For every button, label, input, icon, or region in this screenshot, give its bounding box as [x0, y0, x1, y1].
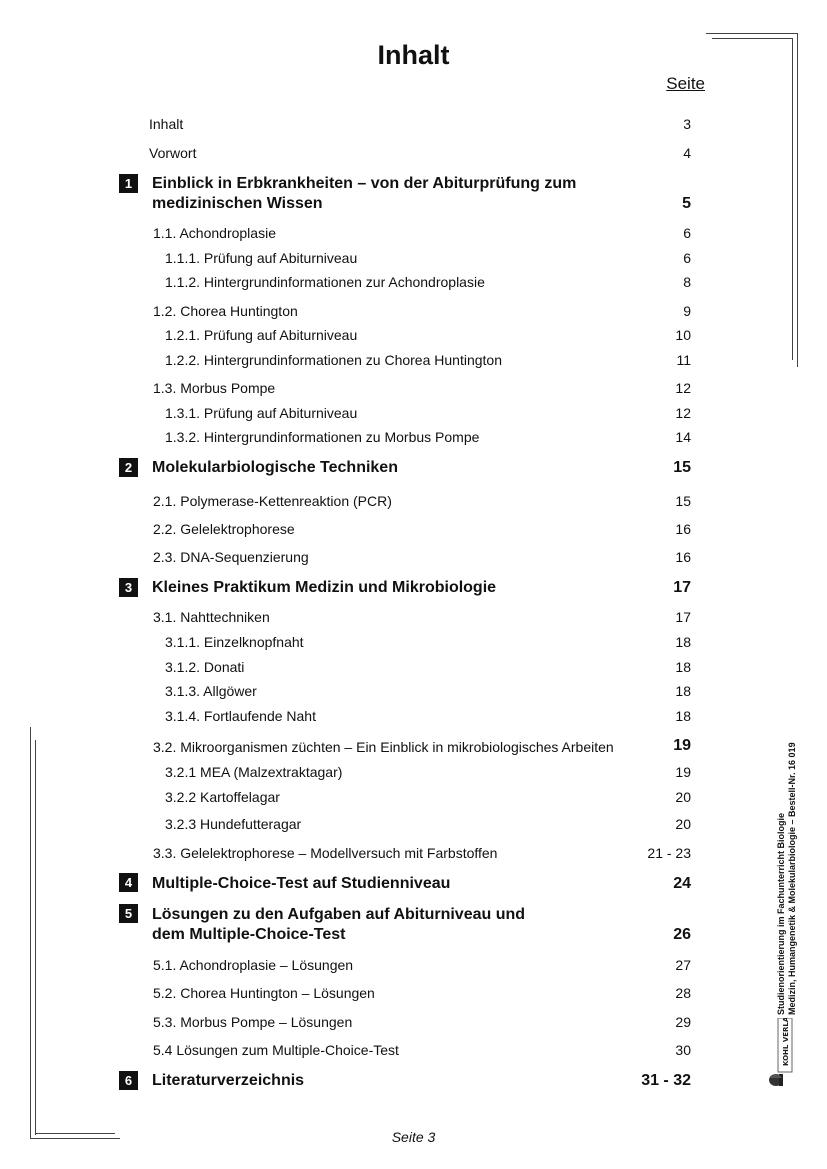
toc-entry[interactable]	[0, 789, 827, 809]
section-title: medizinischen Wissen	[152, 195, 323, 212]
toc-page: 12	[675, 405, 691, 421]
toc-entry[interactable]	[0, 739, 827, 759]
section-title: Lösungen zu den Aufgaben auf Abiturniveau und	[152, 906, 526, 923]
toc-label: 5.2. Chorea Huntington – Lösungen	[153, 985, 375, 1001]
toc-entry[interactable]	[0, 1042, 827, 1062]
page-footer: Seite 3	[391, 1129, 436, 1145]
section-number-badge: 2	[119, 458, 138, 477]
toc-page: 21 - 23	[647, 845, 691, 861]
toc-entry[interactable]	[0, 634, 827, 654]
section-number-badge: 5	[119, 904, 138, 923]
toc-label: 1.2. Chorea Huntington	[153, 303, 298, 319]
toc-page: 6	[683, 250, 691, 266]
toc-entry[interactable]	[0, 352, 827, 372]
toc-page: 16	[675, 521, 691, 537]
toc-entry[interactable]	[0, 683, 827, 703]
toc-page: 19	[675, 764, 691, 780]
toc-entry[interactable]	[0, 659, 827, 679]
toc-label: 3.1.4. Fortlaufende Naht	[165, 708, 316, 724]
toc-page: 10	[675, 327, 691, 343]
toc-section-2[interactable]	[0, 459, 827, 479]
toc-page: 14	[675, 429, 691, 445]
toc-page: 20	[675, 789, 691, 805]
section-title: Molekularbiologische Techniken	[152, 459, 398, 476]
section-number-badge: 1	[119, 174, 138, 193]
toc-section-3[interactable]	[0, 579, 827, 599]
section-page: 31 - 32	[641, 1072, 691, 1089]
toc-label: 3.1.3. Allgöwer	[165, 683, 257, 699]
toc-entry-vorwort[interactable]	[0, 145, 827, 165]
toc-label: 2.2. Gelelektrophorese	[153, 521, 295, 537]
toc-label: 3.1.2. Donati	[165, 659, 245, 675]
toc-label: 3.1. Nahttechniken	[153, 609, 270, 625]
toc-page: 3	[683, 116, 691, 132]
toc-label: 1.3.1. Prüfung auf Abiturniveau	[165, 405, 358, 421]
toc-page: 18	[675, 634, 691, 650]
toc-page: 18	[675, 683, 691, 699]
toc-page: 15	[675, 493, 691, 509]
toc-section-1-line2[interactable]	[0, 195, 827, 215]
toc-page: 9	[683, 303, 691, 319]
sidebar-line-2: Medizin, Humangenetik & Molekularbiologie – Bestell-Nr. 16 019	[787, 742, 797, 1015]
toc-section-5-line2[interactable]	[0, 926, 827, 946]
toc-page: 28	[675, 985, 691, 1001]
toc-entry[interactable]	[0, 405, 827, 425]
toc-label: 3.2.3 Hundefutteragar	[165, 816, 302, 832]
toc-section-1[interactable]	[0, 175, 827, 195]
toc-entry[interactable]	[0, 764, 827, 784]
toc-label: 5.1. Achondroplasie – Lösungen	[153, 957, 354, 973]
section-title: dem Multiple-Choice-Test	[152, 926, 346, 943]
section-page: 15	[673, 459, 691, 476]
toc-label: 1.2.1. Prüfung auf Abiturniveau	[165, 327, 358, 343]
toc-entry[interactable]	[0, 1014, 827, 1034]
frame-line-top-inner	[712, 38, 792, 39]
toc-page: 30	[675, 1042, 691, 1058]
toc-label: 3.2.2 Kartoffelagar	[165, 789, 280, 805]
svg-text:KOHL VERLAG: KOHL VERLAG	[782, 1018, 790, 1066]
toc-label: 5.3. Morbus Pompe – Lösungen	[153, 1014, 353, 1030]
section-page: 24	[673, 875, 691, 892]
toc-label: 3.2.1 MEA (Malzextraktagar)	[165, 764, 343, 780]
section-number-badge: 4	[119, 873, 138, 892]
toc-entry[interactable]	[0, 380, 827, 400]
toc-entry[interactable]	[0, 521, 827, 541]
toc-label: 1.3. Morbus Pompe	[153, 380, 276, 396]
toc-page: 4	[683, 145, 691, 161]
toc-label: 1.1.2. Hintergrundinformationen zur Achondroplasie	[165, 274, 485, 290]
toc-section-4[interactable]	[0, 875, 827, 895]
toc-entry[interactable]	[0, 609, 827, 629]
toc-page: 19	[673, 737, 691, 754]
toc-entry[interactable]	[0, 816, 827, 836]
section-page: 17	[673, 579, 691, 596]
toc-entry[interactable]	[0, 708, 827, 728]
toc-entry[interactable]	[0, 225, 827, 245]
toc-page: 6	[683, 225, 691, 241]
toc-label: 3.2. Mikroorganismen züchten – Ein Einblick in mikrobiologisches Arbeiten	[153, 739, 614, 755]
toc-label: 1.3.2. Hintergrundinformationen zu Morbus Pompe	[165, 429, 480, 445]
page-column-header: Seite	[666, 74, 705, 93]
toc-entry[interactable]	[0, 327, 827, 347]
toc-page: 8	[683, 274, 691, 290]
toc-entry[interactable]	[0, 549, 827, 569]
publisher-sidebar	[776, 705, 806, 1015]
toc-page: 16	[675, 549, 691, 565]
toc-page: 12	[675, 380, 691, 396]
section-title: Kleines Praktikum Medizin und Mikrobiologie	[152, 579, 497, 596]
toc-label: Inhalt	[149, 116, 184, 132]
toc-label: 3.1.1. Einzelknopfnaht	[165, 634, 304, 650]
section-title: Multiple-Choice-Test auf Studienniveau	[152, 875, 451, 892]
toc-page: 11	[676, 352, 691, 368]
sidebar-line-1: Studienorientierung im Fachunterricht Biologie	[776, 812, 786, 1015]
toc-page: 20	[675, 816, 691, 832]
toc-label: 3.3. Gelelektrophorese – Modellversuch mit Farbstoffen	[153, 845, 498, 861]
toc-entry[interactable]	[0, 493, 827, 513]
toc-section-6[interactable]	[0, 1072, 827, 1092]
toc-page: 18	[675, 659, 691, 675]
toc-page: 29	[675, 1014, 691, 1030]
toc-entry[interactable]	[0, 250, 827, 270]
section-page: 26	[673, 926, 691, 943]
toc-page: 17	[675, 609, 691, 625]
section-number-badge: 3	[119, 578, 138, 597]
toc-entry[interactable]	[0, 303, 827, 323]
toc-entry[interactable]	[0, 845, 827, 865]
toc-label: Vorwort	[149, 145, 197, 161]
toc-section-5[interactable]	[0, 906, 827, 926]
frame-line-top	[706, 33, 798, 34]
section-page: 5	[682, 195, 691, 212]
toc-page: 27	[675, 957, 691, 973]
section-title: Einblick in Erbkrankheiten – von der Abiturprüfung zum	[152, 175, 577, 192]
kohl-verlag-logo	[766, 1018, 798, 1090]
page-title: Inhalt	[377, 40, 450, 70]
toc-label: 1.2.2. Hintergrundinformationen zu Chorea Huntington	[165, 352, 502, 368]
toc-entry[interactable]	[0, 274, 827, 294]
toc-label: 2.1. Polymerase-Kettenreaktion (PCR)	[153, 493, 392, 509]
toc-page: 18	[675, 708, 691, 724]
toc-entry-inhalt[interactable]	[0, 116, 827, 136]
toc-entry[interactable]	[0, 957, 827, 977]
toc-entry[interactable]	[0, 429, 827, 449]
section-number-badge: 6	[119, 1071, 138, 1090]
toc-label: 5.4 Lösungen zum Multiple-Choice-Test	[153, 1042, 399, 1058]
toc-entry[interactable]	[0, 985, 827, 1005]
toc-label: 1.1.1. Prüfung auf Abiturniveau	[165, 250, 358, 266]
section-title: Literaturverzeichnis	[152, 1072, 305, 1089]
toc-label: 1.1. Achondroplasie	[153, 225, 276, 241]
toc-label: 2.3. DNA-Sequenzierung	[153, 549, 309, 565]
